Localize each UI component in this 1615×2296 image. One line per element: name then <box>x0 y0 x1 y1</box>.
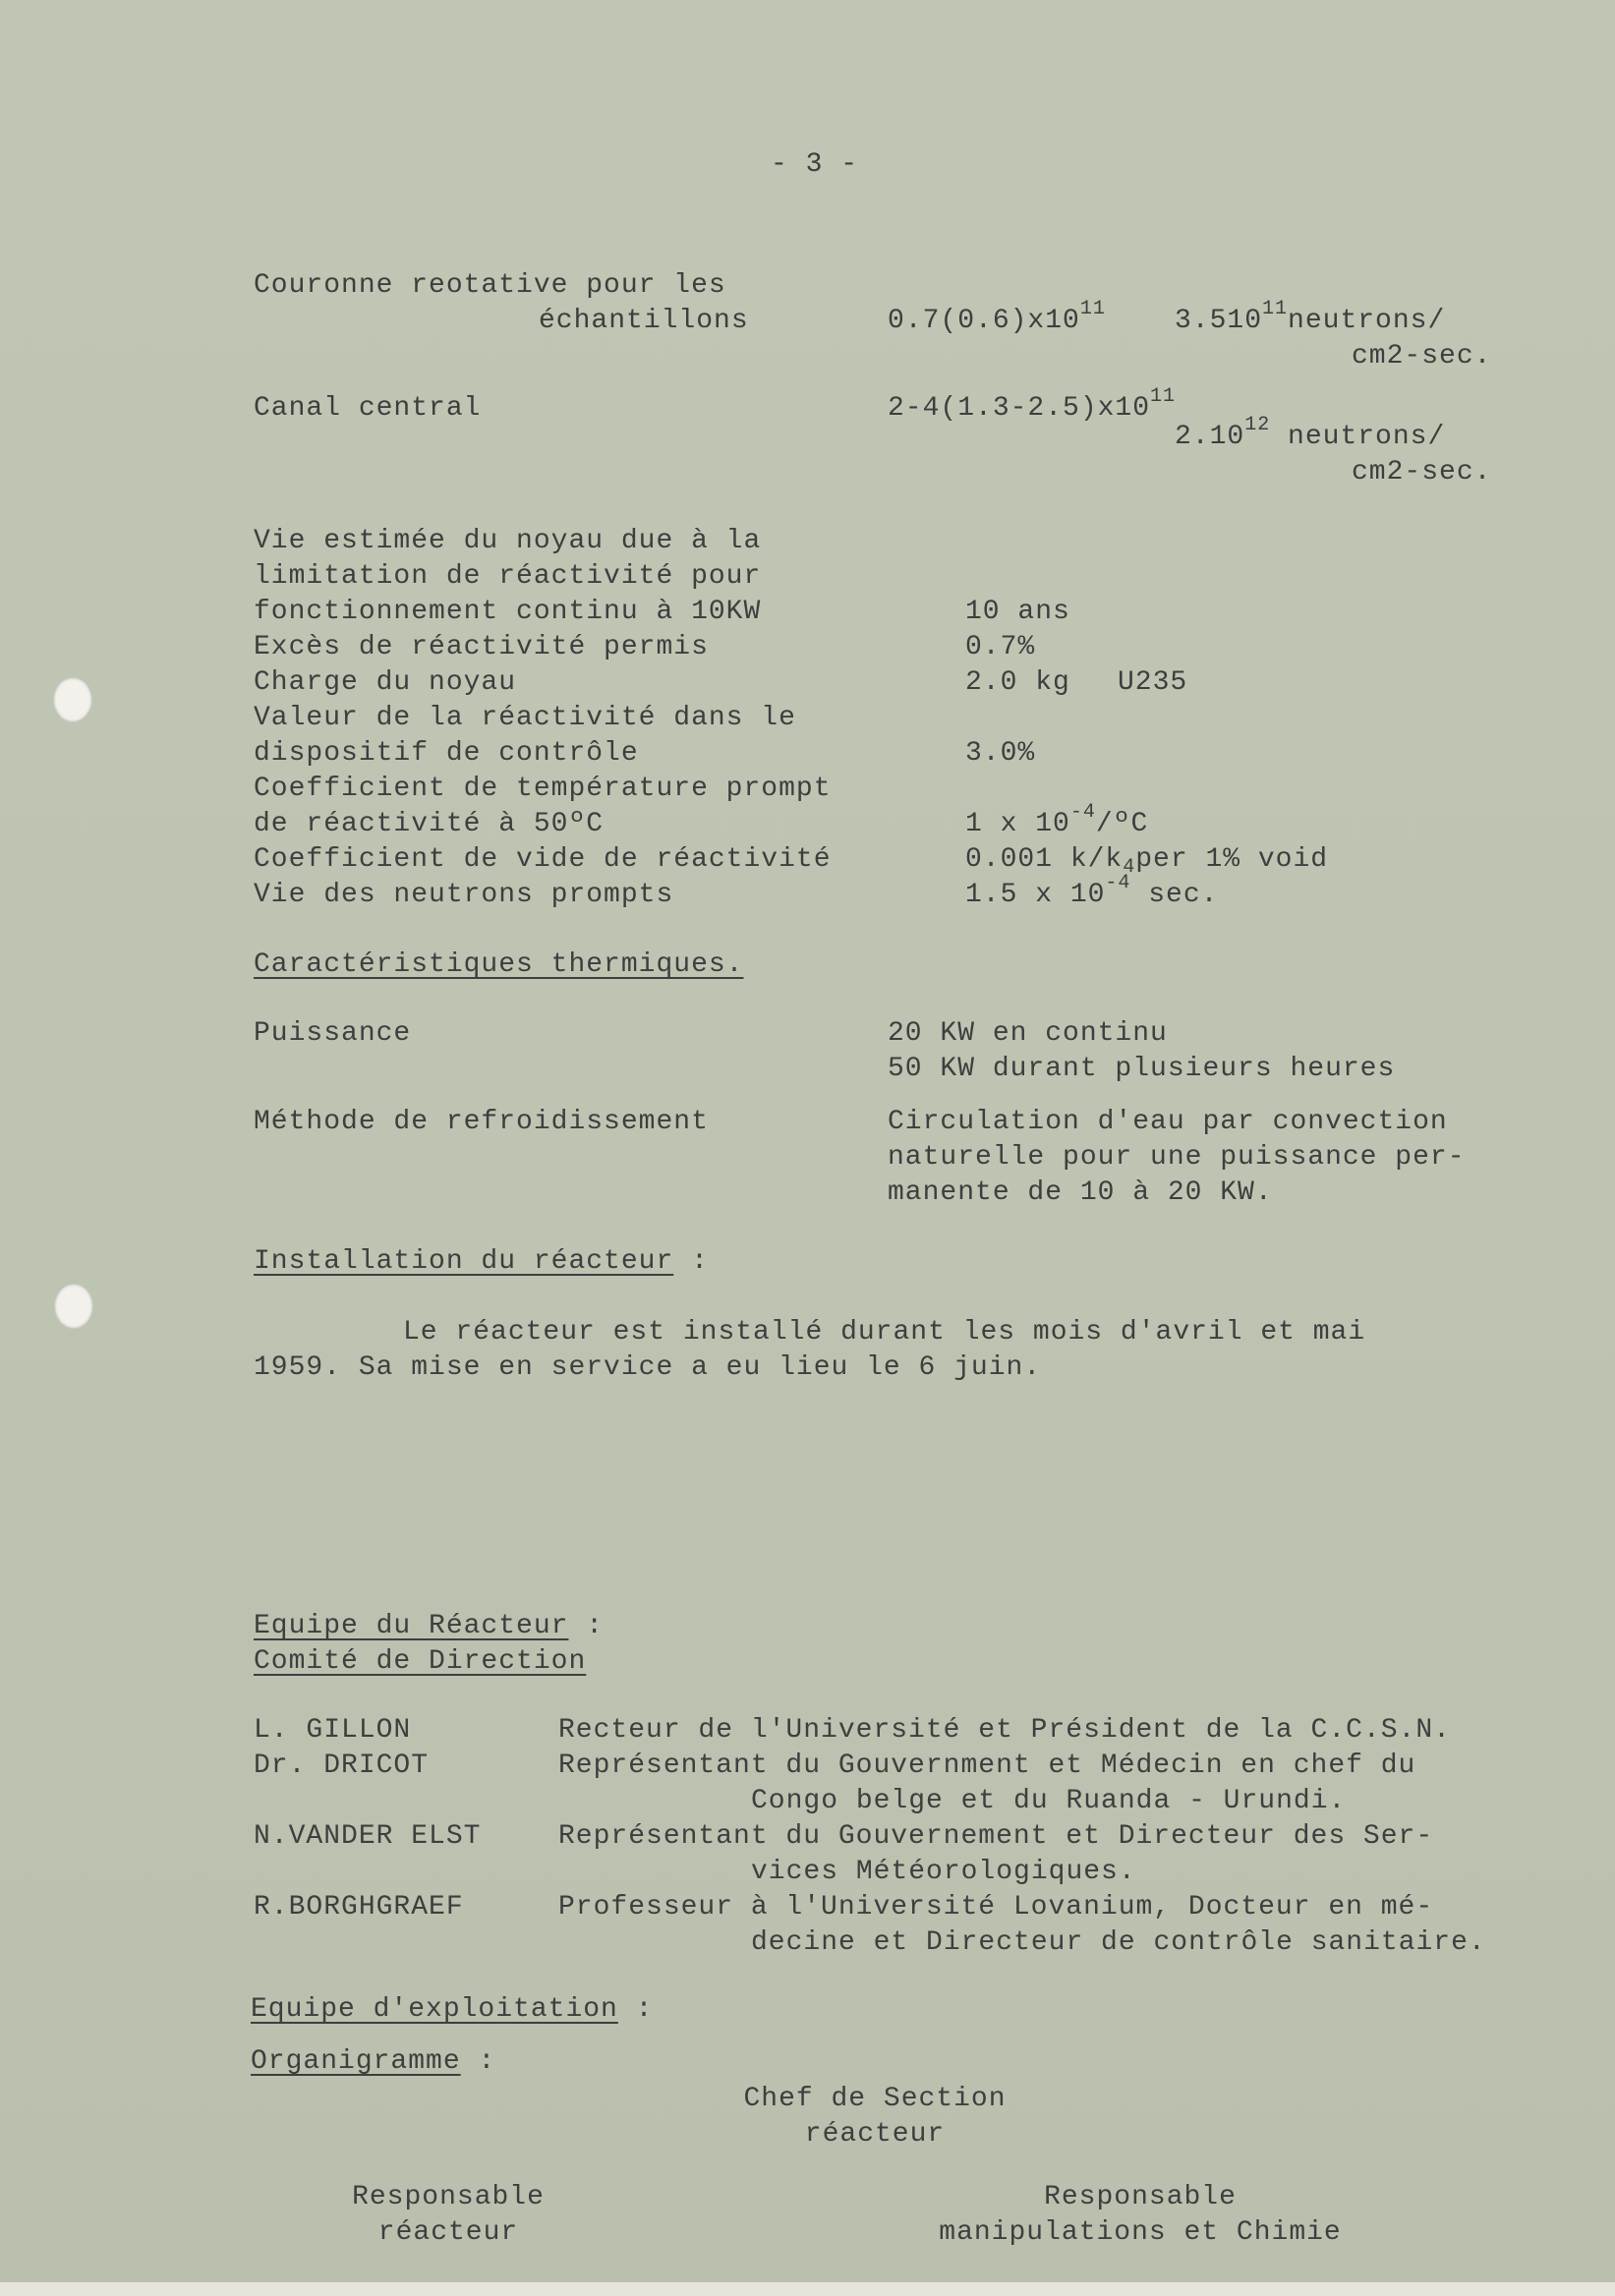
param-value: 0.001 $k/k_4per$ 1% void <box>965 844 1329 879</box>
org-node-responsable: Responsable manipulations et Chimie <box>939 2182 1342 2248</box>
paragraph-line: 1959. Sa mise en service a eu lieu le 6 juin. <box>254 1352 1042 1383</box>
param-unit: U235 <box>1118 667 1188 698</box>
paragraph-line: Le réacteur est installé durant les mois d'avril et mai <box>403 1317 1366 1348</box>
member-role: Représentant du Gouvernement et Directeur des Ser- <box>558 1821 1434 1852</box>
flux-value: $2-4(1.3-2.5)x10^{11}$ <box>888 385 1177 424</box>
param-label: Excès de réactivité permis <box>254 632 709 662</box>
member-name: N.VANDER ELST <box>254 1821 482 1852</box>
param-value: 2.0 kg <box>965 667 1070 698</box>
org-node-responsable: Responsable réacteur <box>352 2182 545 2248</box>
flux-label: Canal central <box>254 393 482 424</box>
param-label: de réactivité à 50ºC <box>254 809 605 839</box>
member-role: decine et Directeur de contrôle sanitaire. <box>751 1927 1486 1958</box>
flux-value: $0.7(0.6)x10^{11}$ <box>888 298 1106 336</box>
flux-unit: cm2-sec. <box>1352 341 1492 372</box>
member-name: R.BORGHGRAEF <box>254 1892 464 1923</box>
thermal-value: manente de 10 à 20 KW. <box>888 1177 1273 1208</box>
section-heading: Organigramme : <box>251 2046 496 2077</box>
member-role: Professeur à l'Université Lovanium, Docteur en mé- <box>558 1892 1434 1923</box>
thermal-label: Méthode de refroidissement <box>254 1107 709 1137</box>
param-label: fonctionnement continu à 10KW <box>254 597 762 627</box>
thermal-value: 50 KW durant plusieurs heures <box>888 1054 1396 1084</box>
param-value: 10 ans <box>965 597 1070 627</box>
punch-hole <box>53 677 92 722</box>
param-label: Coefficient de vide de réactivité <box>254 844 832 875</box>
member-role: Représentant du Gouvernment et Médecin en chef du <box>558 1751 1416 1781</box>
member-name: L. GILLON <box>254 1715 412 1746</box>
param-label: dispositif de contrôle <box>254 738 639 769</box>
member-role: Congo belge et du Ruanda - Urundi. <box>751 1786 1347 1816</box>
param-value: 0.7% <box>965 632 1036 662</box>
thermal-value: Circulation d'eau par convection <box>888 1107 1448 1137</box>
section-heading: Equipe du Réacteur : <box>254 1611 605 1641</box>
member-name: Dr. DRICOT <box>254 1751 430 1781</box>
param-label: Vie estimée du noyau due à la <box>254 526 762 556</box>
flux-value: 3.510$^{11}$neutrons/ <box>1175 298 1446 336</box>
param-label: limitation de réactivité pour <box>254 561 762 592</box>
punch-hole <box>54 1284 93 1329</box>
paper-edge <box>0 2282 1615 2296</box>
member-role: vices Météorologiques. <box>751 1857 1136 1887</box>
param-value: 1 x $10^{-4}/ºC$ <box>965 801 1149 839</box>
param-label: Charge du noyau <box>254 667 517 698</box>
flux-value: 2.10$^{12}$ neutrons/ <box>1175 414 1446 452</box>
section-heading: Installation du réacteur : <box>254 1246 709 1277</box>
flux-label: échantillons <box>539 306 749 336</box>
thermal-label: Puissance <box>254 1018 412 1049</box>
param-value: 3.0% <box>965 738 1036 769</box>
param-label: Coefficient de température prompt <box>254 774 832 804</box>
flux-unit: cm2-sec. <box>1352 457 1492 488</box>
page-number: - 3 - <box>771 149 859 180</box>
section-heading: Caractéristiques thermiques. <box>254 949 744 980</box>
thermal-value: 20 KW en continu <box>888 1018 1168 1049</box>
param-label: Valeur de la réactivité dans le <box>254 703 796 733</box>
flux-label: Couronne reotative pour les <box>254 270 726 301</box>
member-role: Recteur de l'Université et Président de la C.C.S.N. <box>558 1715 1451 1746</box>
section-heading: Equipe d'exploitation : <box>251 1994 654 2025</box>
org-node-chef: Chef de Section réacteur <box>743 2084 1007 2150</box>
param-label: Vie des neutrons prompts <box>254 880 674 910</box>
param-value: 1.5 x $10^{-4}$ sec. <box>965 872 1219 910</box>
thermal-value: naturelle pour une puissance per- <box>888 1142 1466 1173</box>
section-heading: Comité de Direction <box>254 1646 587 1677</box>
